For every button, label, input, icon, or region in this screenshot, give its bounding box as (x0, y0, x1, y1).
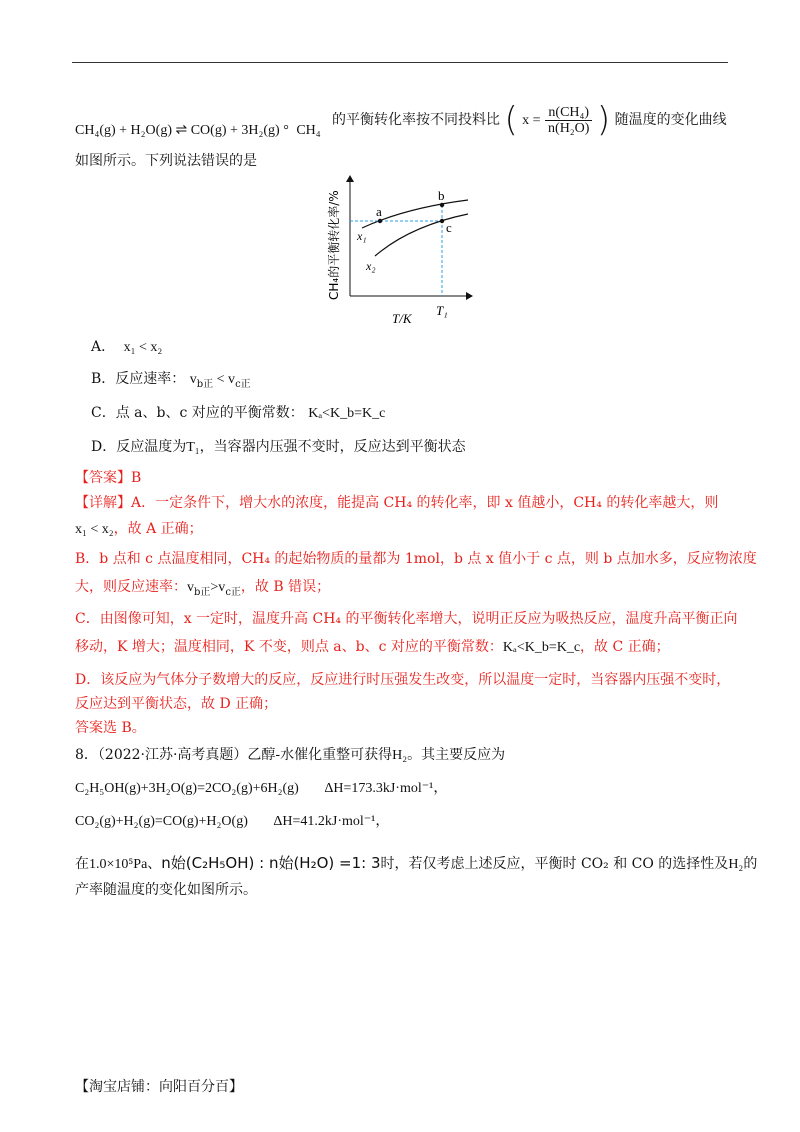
left-paren: ( (504, 100, 518, 140)
q8-r2-dh: ΔH=41.2kJ·mol⁻¹ (273, 814, 376, 829)
point-c (440, 219, 444, 223)
explain-b1: B．b 点和 c 点温度相同，CH₄ 的起始物质的量都为 1mol，b 点 x 值小于 c 点，则 b 点加水多，反应物浓度 (75, 551, 757, 567)
t1-label: T₁ (436, 303, 448, 318)
label-b: b (438, 188, 445, 203)
q7-text1: 的平衡转化率按不同投料比 (332, 112, 500, 128)
q8-header-post: 。其主要反应为 (407, 747, 506, 763)
explain-b2-pre: 大，则反应速率： (75, 579, 187, 595)
q7-reaction-line (75, 121, 321, 141)
q8-h2: H₂ (392, 748, 408, 763)
option-a-label: A． (91, 339, 116, 355)
q8-cond-post: 时，若仅考虑上述反应，平衡时 CO₂ 和 CO 的选择性及 (380, 856, 729, 872)
q8-cond-end: 的 (743, 856, 758, 872)
option-c-math: Kₐ<K_b=K_c (308, 406, 386, 421)
q8-r2: CO₂(g)+H₂(g)=CO(g)+H₂O(g) (75, 814, 248, 829)
q7-degree: ° (283, 123, 289, 138)
q8-reaction-2 (75, 812, 389, 832)
explain-b2-v: v (187, 580, 194, 595)
q8-r1: C₂H₅OH(g)+3H₂O(g)=2CO₂(g)+6H₂(g) (75, 781, 299, 796)
explain-c2-pre: 移动，K 增大；温度相同，K 不变，则点 a、b、c 对应的平衡常数： (75, 639, 503, 655)
option-d-label: D．反应温度为 (91, 439, 187, 455)
q8-r2-post: ， (375, 814, 390, 829)
explain-c2 (75, 637, 670, 658)
q7-x-eq: x = (522, 113, 541, 128)
q8-line-last: 产率随温度的变化如图所示。 (75, 882, 257, 898)
option-b-label: B．反应速率： (91, 371, 186, 387)
footer-shop: 【淘宝店铺：向阳百分百】 (75, 1079, 243, 1095)
label-a: a (376, 204, 382, 219)
q8-cond-pre: 在 (75, 856, 89, 872)
q8-cond-h2: H₂ (728, 857, 744, 872)
q7-ch4: CH₄ (296, 123, 321, 138)
option-c-label: C．点 a、b、c 对应的平衡常数： (91, 405, 304, 421)
q8-condition (75, 853, 757, 875)
option-b-v: v (189, 372, 197, 387)
option-b-sub1: b正 (196, 378, 214, 390)
explain-c1: C．由图像可知，x 一定时，温度升高 CH₄ 的平衡转化率增大，说明正反应为吸热反应，温度升高平衡正向 (75, 611, 738, 627)
curve-x2 (375, 214, 468, 256)
label-x1: x₁ (357, 229, 367, 243)
detail-label: 【详解】 (75, 495, 131, 511)
q7-ratio-line (332, 101, 727, 140)
q8-cond-sep: 、 (147, 856, 162, 872)
explain-b2-sub1: b正 (194, 586, 211, 598)
q8-r1-post: ， (433, 781, 448, 796)
x-axis-label: T/K (392, 311, 412, 326)
explain-b2-post: ，故 B 错误； (240, 579, 331, 595)
option-a (91, 337, 162, 358)
y-axis-label: CH₄的平衡转化率/% (327, 190, 341, 300)
label-c: c (446, 220, 452, 235)
explain-a1-text: A．一定条件下，增大水的浓度，能提高 CH₄ 的转化率，即 x 值越小，CH₄ 的转化率越大，则 (131, 495, 719, 511)
q7-fraction (545, 105, 592, 136)
explain-d1: D．该反应为气体分子数增大的反应，反应进行时压强发生改变，所以温度一定时，当容器内压强不变时， (75, 672, 731, 688)
explain-c2-post: ，故 C 正确； (580, 639, 670, 655)
explain-a1 (75, 493, 718, 513)
q8-cond-ratio: n始(C₂H₅OH) : n始(H₂O) =1: 3 (161, 854, 381, 872)
option-c (91, 403, 385, 424)
q8-header (75, 745, 505, 766)
point-a (378, 219, 382, 223)
explain-c2-math: Kₐ<K_b=K_c (502, 640, 581, 655)
explain-b2-sub2: c正 (225, 586, 241, 598)
right-paren: ) (596, 100, 611, 140)
q8-r1-dh: ΔH=173.3kJ·mol⁻¹ (324, 781, 434, 796)
explain-a2-math: x₁ < x₂ (75, 522, 114, 537)
explain-a2-text: ，故 A 正确； (113, 521, 203, 537)
answer-label: 【答案】B (75, 470, 142, 486)
q7-frac-num: n(CH₄) (545, 105, 592, 121)
q7-line2: 如图所示。下列说法错误的是 (75, 153, 257, 169)
q8-header-text: 8．（2022·江苏·高考真题）乙醇-水催化重整可获得 (75, 747, 393, 763)
option-d-text: ，当容器内压强不变时，反应达到平衡状态 (199, 439, 466, 455)
option-b-sub2: c正 (235, 378, 251, 390)
header-rule (72, 62, 728, 63)
label-x2: x₂ (366, 259, 376, 273)
explain-a2 (75, 519, 203, 540)
q8-reaction-1 (75, 779, 447, 799)
q7-graph (320, 168, 480, 328)
option-d (91, 437, 466, 458)
option-b-lt: < v (213, 372, 236, 387)
point-b (440, 203, 444, 207)
q7-reaction: CH₄(g) + H₂O(g) ⇌ CO(g) + 3H₂(g) (75, 123, 280, 138)
option-b (91, 369, 251, 395)
explain-b2 (75, 577, 330, 603)
explain-b2-gt: >v (210, 580, 226, 595)
q7-text2: 随温度的变化曲线 (614, 112, 727, 128)
explain-d2: 反应达到平衡状态，故 D 正确； (75, 696, 278, 712)
answer-final: 答案选 B。 (75, 720, 146, 736)
option-d-t1: T₁ (186, 440, 200, 455)
q7-frac-den: n(H₂O) (548, 120, 590, 136)
option-a-math: x₁ < x₂ (123, 340, 163, 355)
q8-cond-p: 1.0×10⁵Pa (89, 857, 148, 872)
